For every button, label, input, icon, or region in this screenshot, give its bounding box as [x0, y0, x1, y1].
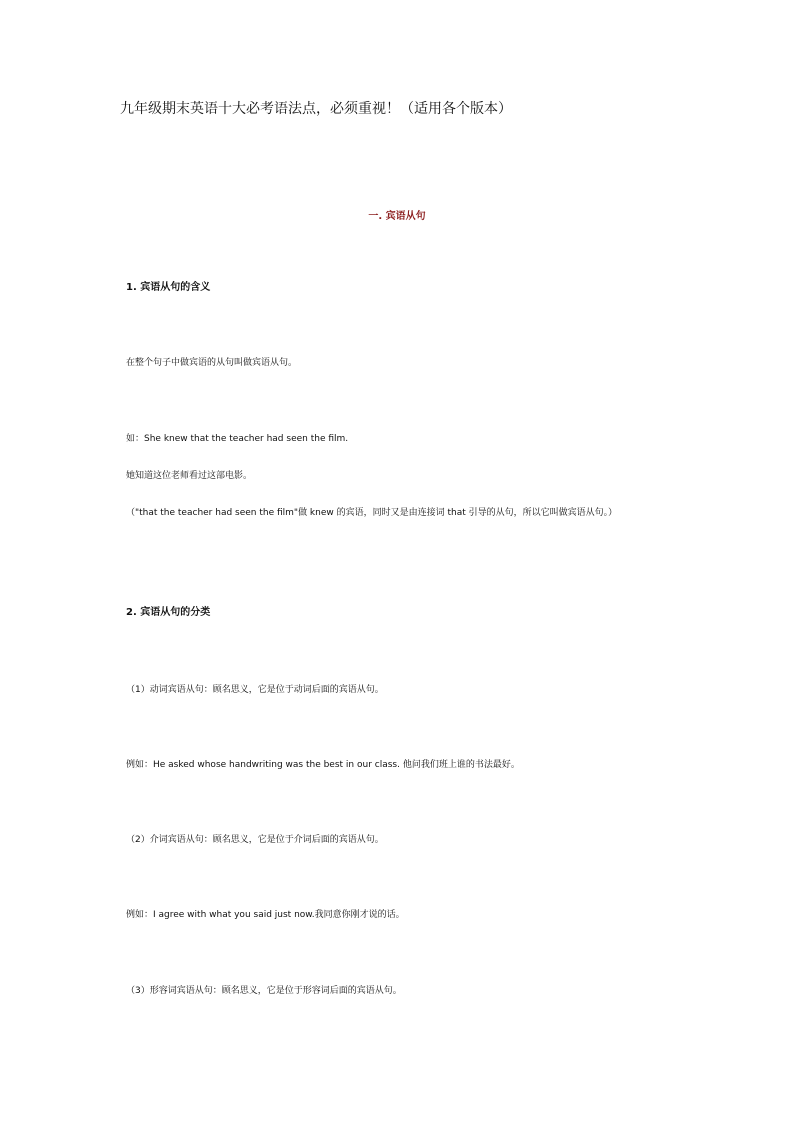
section-heading: 一. 宾语从句: [368, 211, 426, 222]
subheading-classification: 2. 宾语从句的分类: [126, 607, 211, 618]
subheading-meaning: 1. 宾语从句的含义: [126, 282, 211, 293]
paragraph-explanation: （"that the teacher had seen the film"做 knew 的宾语，同时又是由连接词 that 引导的从句，所以它叫做宾语从句。）: [126, 508, 618, 518]
list-item-adjective-object-clause: （3）形容词宾语从句：顾名思义，它是位于形容词后面的宾语从句。: [126, 986, 402, 996]
list-item-verb-object-clause: （1）动词宾语从句：顾名思义，它是位于动词后面的宾语从句。: [126, 685, 384, 695]
list-item-preposition-example: 例如：I agree with what you said just now.我同意你刚才说的话。: [126, 910, 405, 920]
list-item-verb-example: 例如：He asked whose handwriting was the best in our class. 他问我们班上谁的书法最好。: [126, 760, 520, 770]
paragraph-definition: 在整个句子中做宾语的从句叫做宾语从句。: [126, 358, 298, 368]
paragraph-example-english: 如：She knew that the teacher had seen the film.: [126, 434, 349, 444]
paragraph-example-chinese: 她知道这位老师看过这部电影。: [126, 471, 253, 481]
document-title: 九年级期末英语十大必考语法点，必须重视！（适用各个版本）: [120, 101, 512, 117]
list-item-preposition-object-clause: （2）介词宾语从句：顾名思义，它是位于介词后面的宾语从句。: [126, 835, 384, 845]
